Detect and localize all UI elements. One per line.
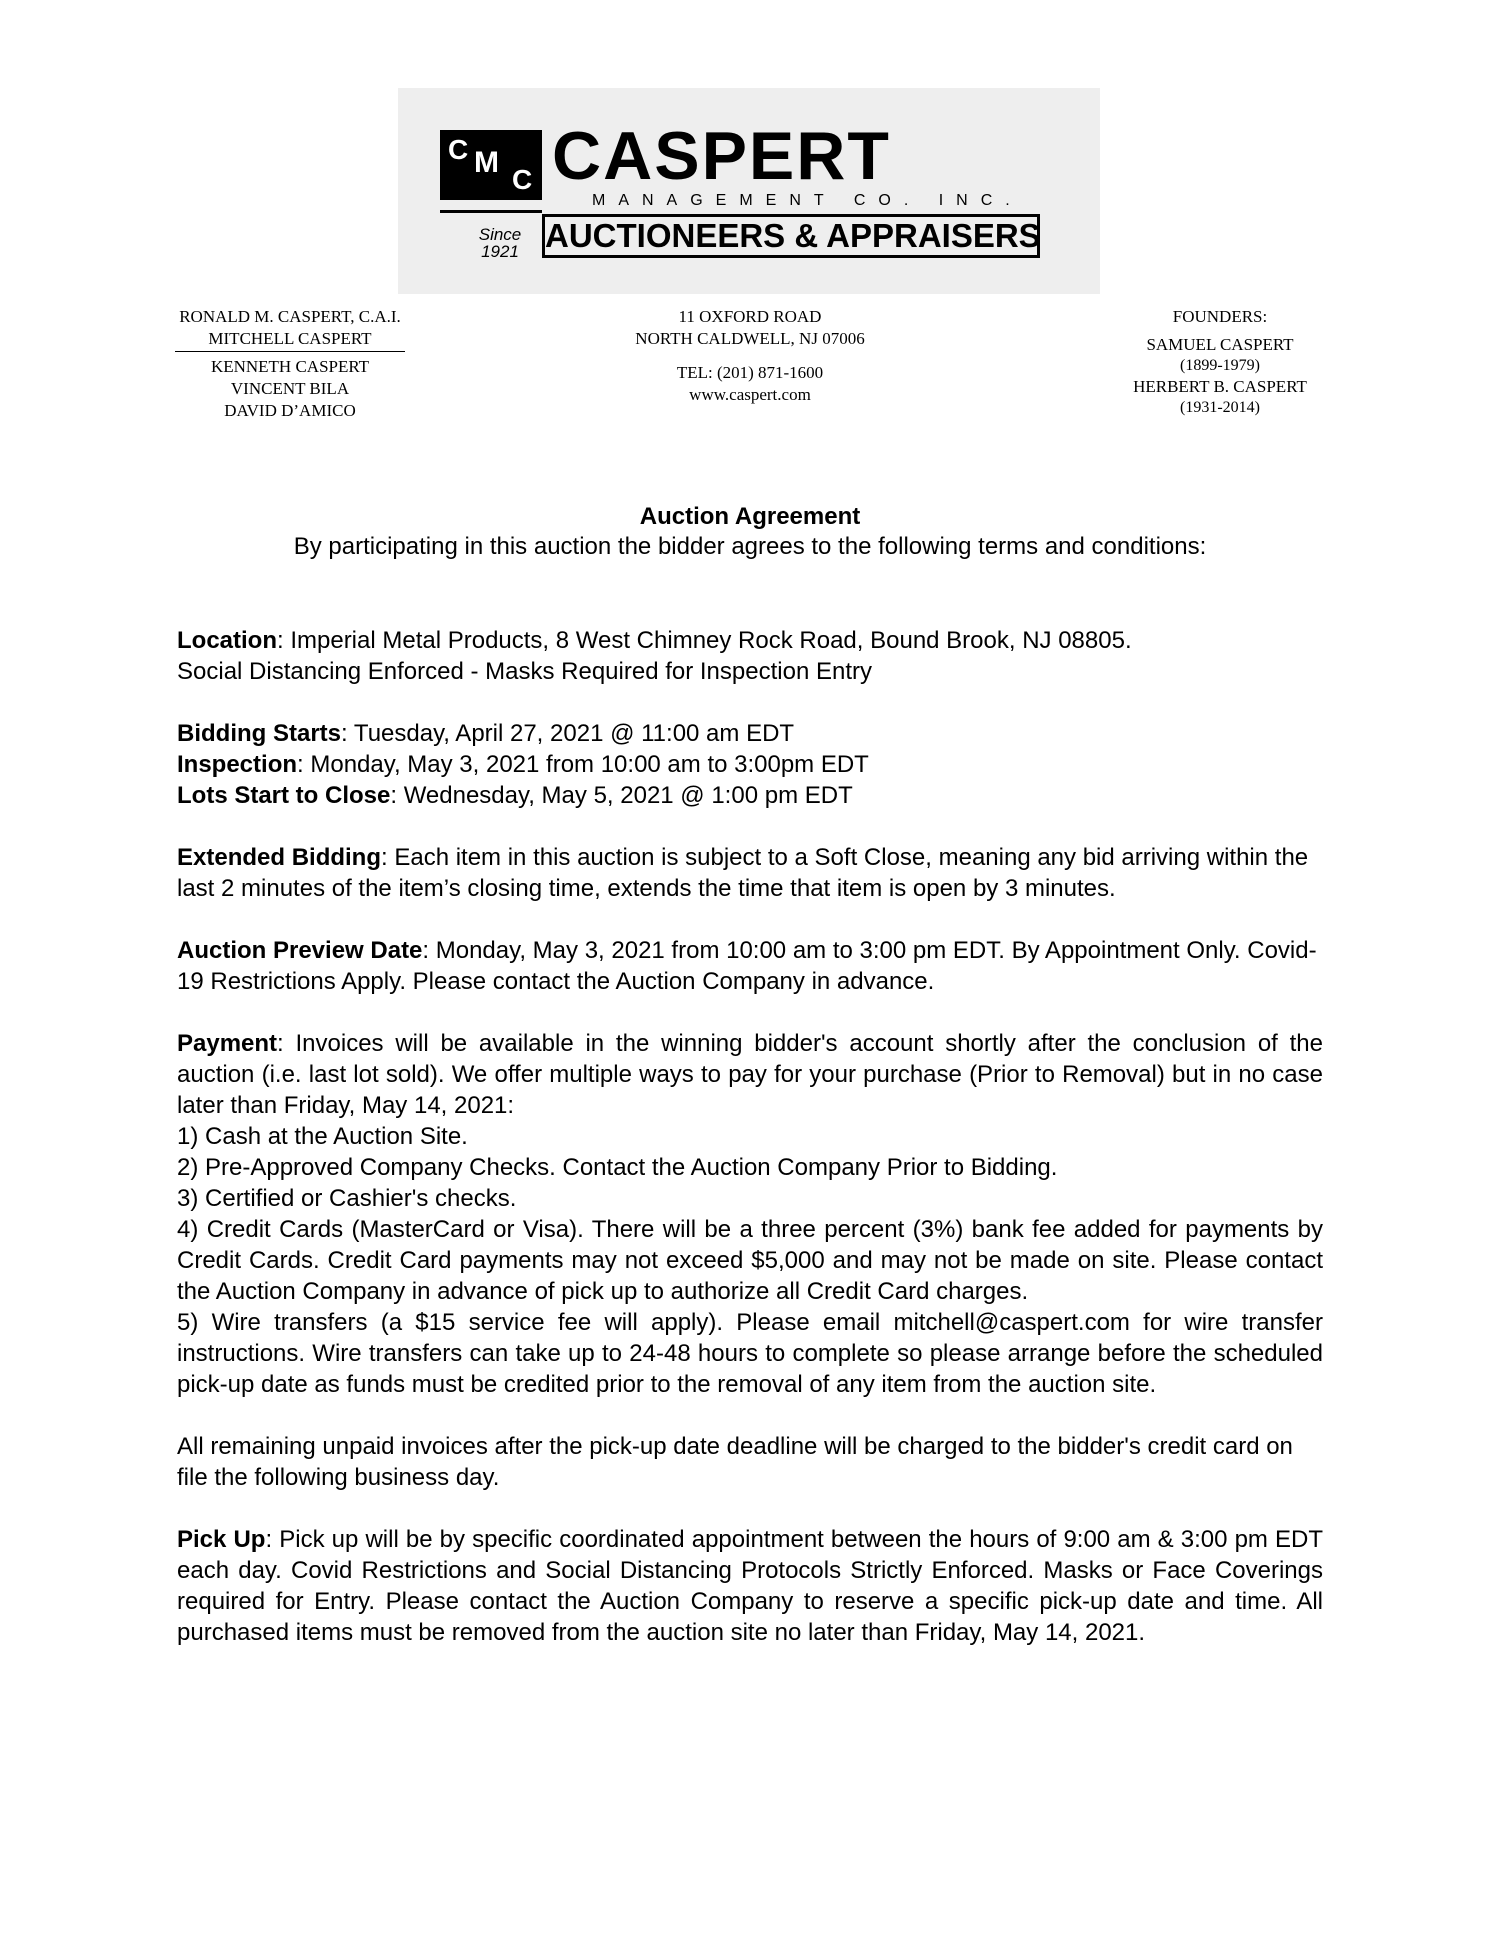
- inspection-label: Inspection: [177, 751, 298, 778]
- lots-close-label: Lots Start to Close: [177, 782, 391, 809]
- unpaid-invoices-section: All remaining unpaid invoices after the pick-up date deadline will be charged to the bidder's credit card on file the following business day.: [177, 1433, 1293, 1491]
- payment-option: 1) Cash at the Auction Site.: [177, 1123, 468, 1150]
- payment-section: [177, 1028, 1323, 1400]
- staff-name: VINCENT BILA: [230, 379, 350, 398]
- document-title: Auction Agreement: [639, 503, 861, 530]
- extended-bidding-text: : Each item in this auction is subject to a Soft Close, meaning any bid arriving within the last 2 minutes of the item’s closing time, extends the time that item is open by 3 minutes.: [177, 844, 1309, 902]
- company-logo: [398, 88, 1100, 294]
- bidding-starts-line: [177, 718, 1323, 749]
- location-section: [177, 625, 1323, 687]
- staff-name: KENNETH CASPERT: [210, 357, 370, 376]
- address-line-2: NORTH CALDWELL, NJ 07006: [635, 329, 865, 348]
- payment-label: Payment: [177, 1030, 278, 1057]
- monogram-letter-m: M: [474, 146, 499, 179]
- inspection-line: [177, 749, 1323, 780]
- logo-subtitle: MANAGEMENT CO. INC.: [592, 192, 1023, 209]
- monogram-letter-c1: C: [448, 134, 469, 165]
- location-text: : Imperial Metal Products, 8 West Chimney Rock Road, Bound Brook, NJ 08805.: [277, 627, 1132, 654]
- founder-name: HERBERT B. CASPERT: [1133, 377, 1307, 396]
- staff-name: DAVID D’AMICO: [224, 401, 356, 420]
- logo-tagline: AUCTIONEERS & APPRAISERS: [542, 214, 1040, 258]
- principal-name: MITCHELL CASPERT: [208, 329, 372, 348]
- founder-years: (1931-2014): [1180, 399, 1260, 416]
- preview-text: : Monday, May 3, 2021 from 10:00 am to 3:00 pm EDT. By Appointment Only. Covid-19 Restrictions Apply. Please contact the Auction Company in advance.: [177, 937, 1317, 995]
- cmc-monogram: [440, 130, 542, 200]
- website: www.caspert.com: [689, 385, 811, 404]
- logo-company-name: CASPERT: [552, 118, 891, 194]
- letterhead-principals: [150, 306, 430, 422]
- logo-since: [470, 226, 530, 260]
- pickup-label: Pick Up: [177, 1526, 266, 1553]
- location-note: Social Distancing Enforced - Masks Required for Inspection Entry: [177, 658, 872, 685]
- logo-artwork: [440, 118, 1041, 261]
- bidding-starts-label: Bidding Starts: [177, 720, 342, 747]
- document-intro: By participating in this auction the bidder agrees to the following terms and conditions:: [293, 533, 1207, 560]
- since-label: Since: [478, 225, 522, 244]
- payment-option: 5) Wire transfers (a $15 service fee will apply). Please email mitchell@caspert.com for wire transfer instructions. Wire transfers can take up to 24-48 hours to complete so please arrange before the scheduled pick-up date as funds must be credited prior to the removal of any item from the auction site.: [177, 1309, 1323, 1398]
- founder-name: SAMUEL CASPERT: [1146, 335, 1294, 354]
- letterhead-divider: [175, 351, 405, 352]
- bidding-starts-text: : Tuesday, April 27, 2021 @ 11:00 am EDT: [341, 720, 795, 747]
- inspection-text: : Monday, May 3, 2021 from 10:00 am to 3:00pm EDT: [297, 751, 869, 778]
- extended-bidding-label: Extended Bidding: [177, 844, 381, 871]
- founders-heading: FOUNDERS:: [1172, 307, 1268, 326]
- monogram-letter-c2: C: [512, 164, 533, 195]
- location-label: Location: [177, 627, 277, 654]
- letterhead-founders: [1080, 306, 1360, 418]
- payment-option: 2) Pre-Approved Company Checks. Contact the Auction Company Prior to Bidding.: [177, 1154, 1058, 1181]
- address-line-1: 11 OXFORD ROAD: [678, 307, 822, 326]
- telephone: TEL: (201) 871-1600: [676, 363, 824, 382]
- payment-option: 3) Certified or Cashier's checks.: [177, 1185, 517, 1212]
- extended-bidding-section: [177, 842, 1323, 904]
- lots-close-text: : Wednesday, May 5, 2021 @ 1:00 pm EDT: [390, 782, 853, 809]
- agreement-body: [177, 625, 1323, 1679]
- preview-label: Auction Preview Date: [177, 937, 423, 964]
- preview-section: [177, 935, 1323, 997]
- schedule-section: [177, 718, 1323, 811]
- pickup-section: [177, 1524, 1323, 1648]
- letterhead-contact: [600, 306, 900, 406]
- principal-name: RONALD M. CASPERT, C.A.I.: [179, 307, 401, 326]
- payment-option: 4) Credit Cards (MasterCard or Visa). There will be a three percent (3%) bank fee added for payments by Credit Cards. Credit Card payments may not exceed $5,000 and may not be made on site. Please contact the Auction Company in advance of pick up to authorize all Credit Card charges.: [177, 1216, 1323, 1305]
- founder-years: (1899-1979): [1180, 357, 1260, 374]
- since-year: 1921: [481, 242, 519, 261]
- logo-divider: [440, 210, 542, 213]
- lots-close-line: [177, 780, 1323, 811]
- pickup-text: : Pick up will be by specific coordinated appointment between the hours of 9:00 am & 3:00 pm EDT each day. Covid Restrictions and Social Distancing Protocols Strictly Enforced. Masks or Face Coverings required for Entry. Please contact the Auction Company to reserve a specific pick-up date and time. All purchased items must be removed from the auction site no later than Friday, May 14, 2021.: [177, 1526, 1324, 1646]
- payment-text: : Invoices will be available in the winning bidder's account shortly after the conclusion of the auction (i.e. last lot sold). We offer multiple ways to pay for your purchase (Prior to Removal) but in no case later than Friday, May 14, 2021:: [177, 1030, 1323, 1119]
